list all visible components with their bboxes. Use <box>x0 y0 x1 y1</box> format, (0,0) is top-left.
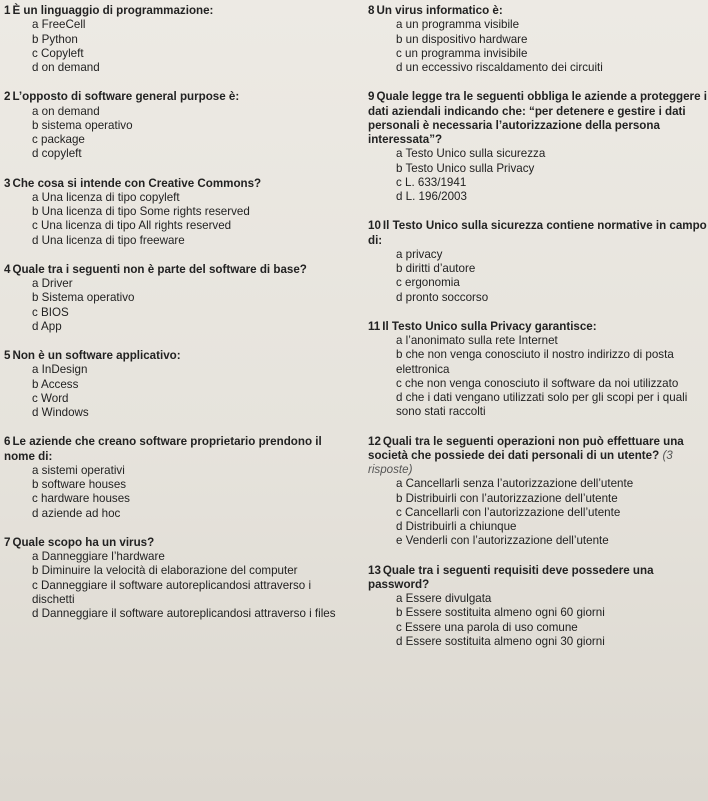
question-label: Il Testo Unico sulla sicurezza contiene normative in campo di: <box>368 219 707 247</box>
question-1 <box>4 4 344 75</box>
answer-option: b Python <box>32 32 78 46</box>
question-label: Quale scopo ha un virus? <box>12 535 155 549</box>
answer-option: a sistemi operativi <box>32 463 125 477</box>
answer-option: c Danneggiare il software autoreplicandosi attraverso i dischetti <box>32 578 312 606</box>
question-text <box>4 177 344 191</box>
answer-option: b Testo Unico sulla Privacy <box>396 161 535 175</box>
question-label: Quali tra le seguenti operazioni non può effettuare una società che possiede dei dati personali di un utente? <box>368 434 684 462</box>
answer-option: c Cancellarli con l’autorizzazione dell’utente <box>396 505 621 519</box>
answer-option: d App <box>32 319 62 333</box>
answer-option: a Driver <box>32 277 73 290</box>
answer-option: a Testo Unico sulla sicurezza <box>396 147 546 161</box>
answer-option: c hardware houses <box>32 492 130 506</box>
answer-option: c Essere una parola di uso comune <box>396 620 578 634</box>
question-label: Un virus informatico è: <box>376 4 503 17</box>
answer-option: a l’anonimato sulla rete Internet <box>396 334 558 347</box>
question-label: Quale legge tra le seguenti obbliga le aziende a proteggere i dati aziendali indicando che: “per detenere e gestire i dati personali è necessaria l’autorizzazione della persona interessata”? <box>368 90 707 146</box>
question-number: 13 <box>368 563 381 577</box>
answer-option: c che non venga conosciuto il software da noi utilizzato <box>396 376 679 390</box>
right-column <box>368 4 708 664</box>
question-text <box>4 435 344 464</box>
answer-option: c un programma invisibile <box>396 46 528 60</box>
answer-option: b Una licenza di tipo Some rights reserved <box>32 205 250 218</box>
answer-option: d Essere sostituita almeno ogni 30 giorni <box>396 634 605 648</box>
question-8 <box>368 4 708 75</box>
question-5 <box>4 349 344 420</box>
answer-option: d aziende ad hoc <box>32 506 121 520</box>
question-12 <box>368 435 708 549</box>
question-9 <box>368 90 708 204</box>
question-label: Quale tra i seguenti requisiti deve possedere una password? <box>368 563 654 591</box>
question-number: 12 <box>368 434 381 448</box>
question-number: 11 <box>368 319 381 333</box>
answer-option: c package <box>32 133 85 146</box>
left-column <box>4 4 344 636</box>
question-text <box>368 564 708 593</box>
answer-option: b Diminuire la velocità di elaborazione del computer <box>32 564 298 578</box>
answer-option: d un eccessivo riscaldamento dei circuiti <box>396 61 603 74</box>
answer-option: b software houses <box>32 478 127 491</box>
question-text <box>4 349 344 363</box>
answer-option: b Access <box>32 377 79 391</box>
answer-option: a FreeCell <box>32 18 86 32</box>
answer-option: d Danneggiare il software autoreplicandosi attraverso i files <box>32 607 336 620</box>
question-text <box>4 4 344 18</box>
question-text <box>4 90 344 104</box>
answer-option: b un dispositivo hardware <box>396 32 528 46</box>
answer-option: a on demand <box>32 104 100 118</box>
answer-option: c ergonomia <box>396 276 460 290</box>
question-11 <box>368 320 708 420</box>
answer-option: b Essere sostituita almeno ogni 60 giorni <box>396 606 605 620</box>
question-label: Quale tra i seguenti non è parte del software di base? <box>12 262 307 276</box>
answer-option: d pronto soccorso <box>396 290 489 304</box>
answer-option: c Una licenza di tipo All rights reserved <box>32 219 232 233</box>
question-text <box>368 90 708 147</box>
question-number: 6 <box>4 435 11 449</box>
answer-option: a privacy <box>396 247 443 261</box>
question-text <box>368 4 708 18</box>
answer-option: b Sistema operativo <box>32 291 135 305</box>
question-text <box>368 219 708 248</box>
answer-option: a Danneggiare l’hardware <box>32 550 165 563</box>
answer-option: a un programma visibile <box>396 18 520 32</box>
question-number: 7 <box>4 535 11 549</box>
question-number: 10 <box>368 219 381 233</box>
question-label: Il Testo Unico sulla Privacy garantisce: <box>382 319 597 333</box>
answer-option: d L. 196/2003 <box>396 190 467 203</box>
answer-option: c Copyleft <box>32 46 84 60</box>
question-4 <box>4 263 344 334</box>
question-number: 8 <box>368 4 375 17</box>
question-7 <box>4 536 344 622</box>
question-number: 2 <box>4 90 11 104</box>
question-6 <box>4 435 344 521</box>
question-label: È un linguaggio di programmazione: <box>12 4 214 17</box>
question-label: Le aziende che creano software proprietario prendono il nome di: <box>4 435 322 463</box>
answer-option: d on demand <box>32 61 100 74</box>
answer-option: d Una licenza di tipo freeware <box>32 233 185 247</box>
question-text <box>368 320 708 334</box>
answer-option: c Word <box>32 391 69 405</box>
answer-option: d Distribuirli a chiunque <box>396 520 517 533</box>
question-number: 1 <box>4 4 11 17</box>
answer-option: a Essere divulgata <box>396 592 492 605</box>
question-text <box>4 263 344 277</box>
answer-option: b che non venga conosciuto il nostro indirizzo di posta elettronica <box>396 348 674 376</box>
answer-option: b sistema operativo <box>32 118 133 132</box>
question-3 <box>4 177 344 248</box>
question-label: L’opposto di software general purpose è: <box>12 90 240 104</box>
answer-option: c L. 633/1941 <box>396 175 467 189</box>
answer-option: a Cancellarli senza l’autorizzazione dell’utente <box>396 477 634 491</box>
answer-option: d copyleft <box>32 147 82 161</box>
question-note: (3 risposte) <box>368 448 673 476</box>
question-13 <box>368 564 708 650</box>
answer-option: a InDesign <box>32 363 88 377</box>
question-number: 4 <box>4 262 11 276</box>
question-2 <box>4 90 344 161</box>
question-label: Che cosa si intende con Creative Commons? <box>12 176 262 190</box>
question-number: 9 <box>368 90 375 104</box>
question-number: 3 <box>4 176 11 190</box>
question-10 <box>368 219 708 305</box>
question-text <box>368 435 708 478</box>
answer-option: d Windows <box>32 406 89 419</box>
answer-option: b diritti d’autore <box>396 262 476 275</box>
answer-option: a Una licenza di tipo copyleft <box>32 190 180 204</box>
answer-option: d che i dati vengano utilizzati solo per gli scopi per i quali sono stati raccolti <box>396 391 688 419</box>
question-text <box>4 536 344 550</box>
question-number: 5 <box>4 349 11 362</box>
answer-option: c BIOS <box>32 305 69 319</box>
answer-option: b Distribuirli con l’autorizzazione dell’utente <box>396 491 618 505</box>
answer-option: e Venderli con l’autorizzazione dell’utente <box>396 534 609 548</box>
question-label: Non è un software applicativo: <box>12 349 181 362</box>
